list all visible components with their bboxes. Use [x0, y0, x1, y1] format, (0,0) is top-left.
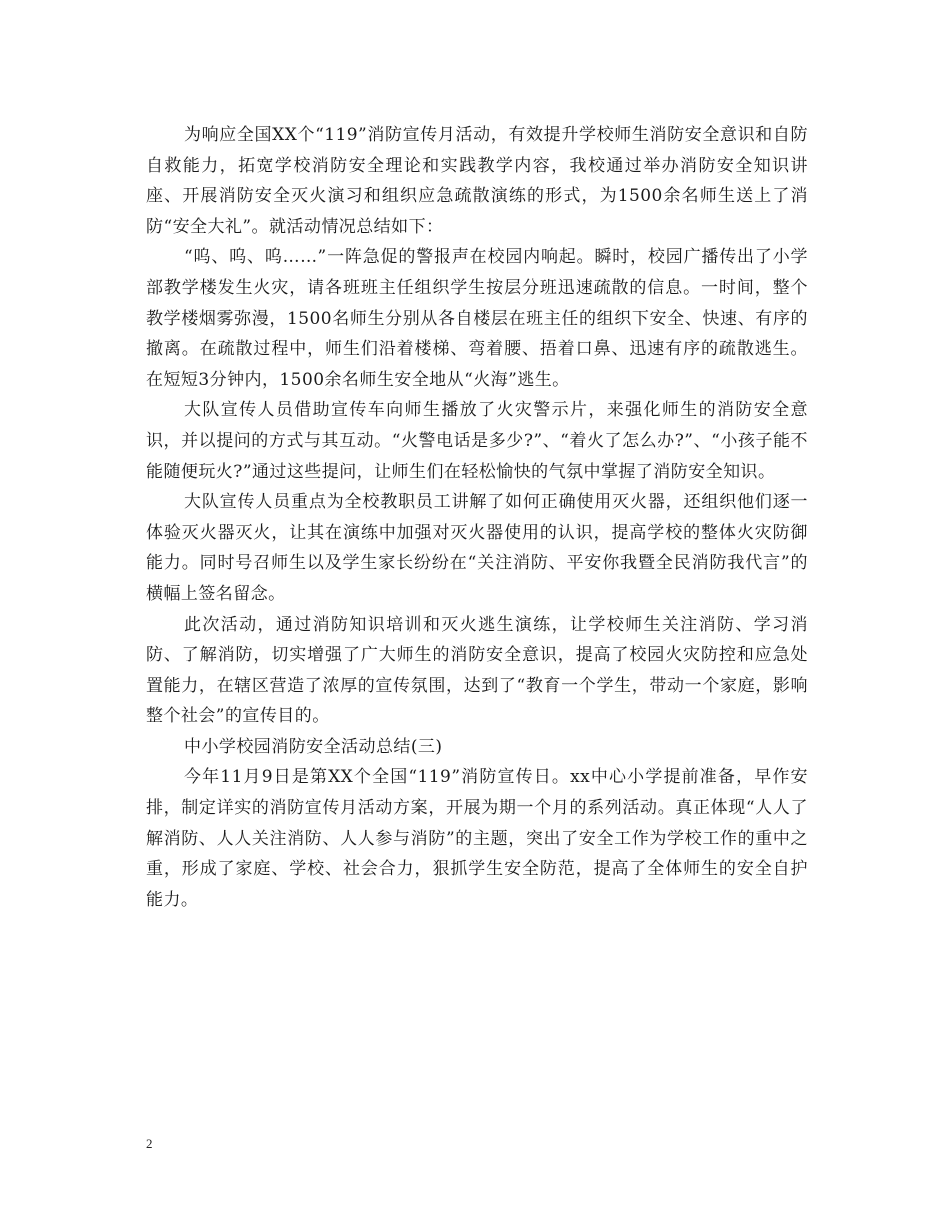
paragraph-warning-film: 大队宣传人员借助宣传车向师生播放了火灾警示片，来强化师生的消防安全意识，并以提问的方式与其互动。“火警电话是多少?”、“着火了怎么办?”、“小孩子能不能随便玩火?”通过这些提问，让师生们在轻松愉快的气氛中掌握了消防安全知识。	[146, 400, 808, 482]
paragraph-summary: 此次活动，通过消防知识培训和灭火逃生演练，让学校师生关注消防、学习消防、了解消防，切实增强了广大师生的消防安全意识，提高了校园火灾防控和应急处置能力，在辖区营造了浓厚的宣传氛围，达到了“教育一个学生，带动一个家庭，影响整个社会”的宣传目的。	[146, 614, 808, 727]
paragraph-fire-safety-day: 今年11月9日是第XX个全国“119”消防宣传日。xx中心小学提前准备，早作安排，制定详实的消防宣传月活动方案，开展为期一个月的系列活动。真正体现“人人了解消防、人人关注消防、人人参与消防”的主题，突出了安全工作为学校工作的重中之重，形成了家庭、学校、社会合力，狠抓学生安全防范，提高了全体师生的安全自护能力。	[146, 767, 808, 910]
body-text	[146, 120, 808, 915]
section-heading: 中小学校园消防安全活动总结(三)	[184, 736, 443, 757]
paragraph-evacuation-drill: “呜、呜、呜……”一阵急促的警报声在校园内响起。瞬时，校园广播传出了小学部教学楼发生火灾，请各班班主任组织学生按层分班迅速疏散的信息。一时间，整个教学楼烟雾弥漫，1500名师生分别从各自楼层在班主任的组织下安全、快速、有序的撤离。在疏散过程中，师生们沿着楼梯、弯着腰、捂着口鼻、迅速有序的疏散逃生。在短短3分钟内，1500余名师生安全地从“火海”逃生。	[146, 247, 808, 390]
paragraph-extinguisher-training: 大队宣传人员重点为全校教职员工讲解了如何正确使用灭火器，还组织他们逐一体验灭火器灭火，让其在演练中加强对灭火器使用的认识，提高学校的整体火灾防御能力。同时号召师生以及学生家长纷纷在“关注消防、平安你我暨全民消防我代言”的横幅上签名留念。	[146, 492, 808, 604]
page-number: 2	[146, 1136, 153, 1151]
paragraph-intro: 为响应全国XX个“119”消防宣传月活动，有效提升学校师生消防安全意识和自防自救能力，拓宽学校消防安全理论和实践教学内容，我校通过举办消防安全知识讲座、开展消防安全灭火演习和组织应急疏散演练的形式，为1500余名师生送上了消防“安全大礼”。就活动情况总结如下：	[146, 125, 808, 237]
